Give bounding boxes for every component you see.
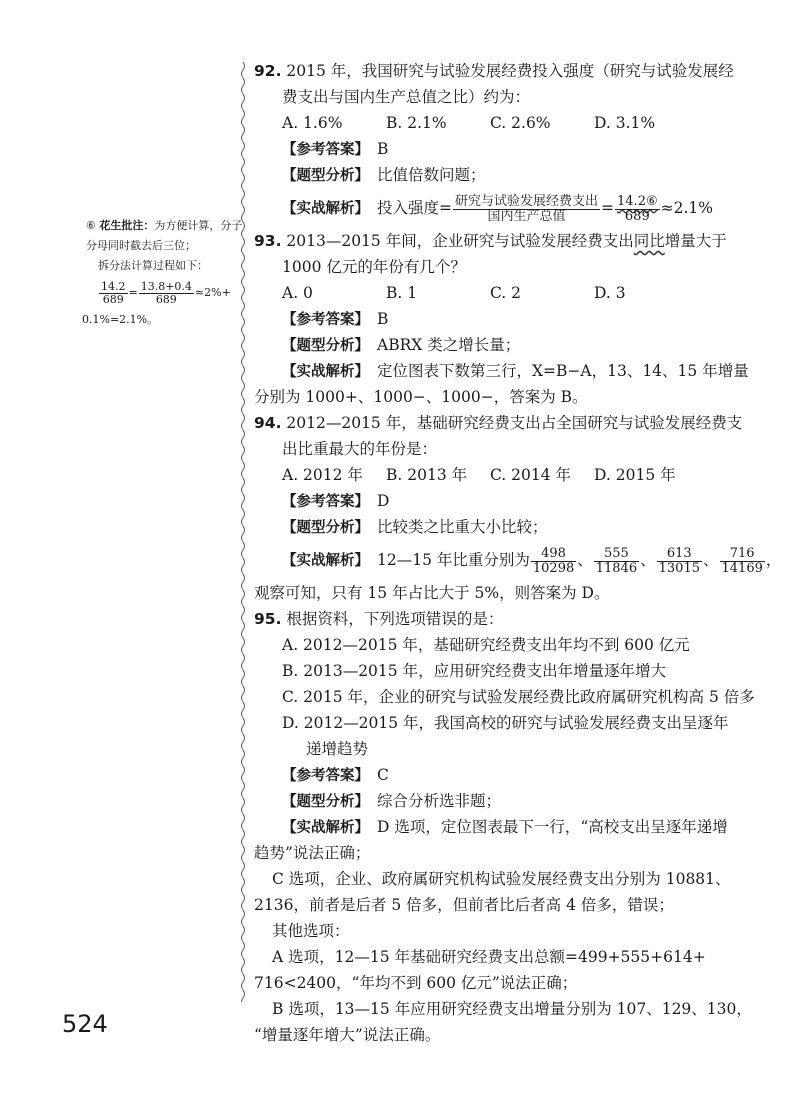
q93-emphasis: 同比	[633, 232, 665, 250]
q93-option-d: D. 3	[594, 284, 626, 302]
q93-analysis: 【实战解析】 定位图表下数第三行，X=B−A，13、14、15 年增量	[282, 362, 749, 380]
q92-option-c: C. 2.6%	[490, 114, 551, 132]
main-content	[254, 58, 782, 1048]
q95-answer: 【参考答案】 C	[282, 766, 389, 784]
q92-option-d: D. 3.1%	[594, 114, 656, 132]
q93-analysis-cont: 分别为 1000+、1000−、1000−，答案为 B。	[254, 388, 588, 406]
note-text-5: 0.1%=2.1%。	[82, 313, 159, 326]
q92-option-a: A. 1.6%	[282, 114, 343, 132]
q95-analysis-line-2: 趋势”说法正确；	[254, 844, 371, 862]
q93-stem-line-1: 93. 2013—2015 年间，企业研究与试验发展经费支出同比增量大于	[254, 232, 727, 250]
q95-analysis-line-6: A 选项，12—15 年基础研究经费支出总额=499+555+614+	[272, 948, 706, 966]
q92-options	[254, 110, 730, 136]
q94-option-c: C. 2014 年	[490, 466, 572, 484]
side-annotation	[82, 216, 243, 330]
q94-option-a: A. 2012 年	[282, 466, 363, 484]
margin-wavy-divider	[240, 62, 246, 1002]
q94-fraction-2015: $\frac{716}{14169}$	[721, 545, 763, 576]
note-frac-1: $\frac{14.2}{689}$	[101, 279, 126, 306]
q93-options	[254, 280, 730, 306]
q92-analysis: 【实战解析】 投入强度= $\frac{\text{研究与试验发展经费支出}}{\text{国内生产总值}}$ = $\frac{\text{14.2⑥}}{689}$ ≈2.1%	[282, 193, 713, 224]
q95-analysis-line-3: C 选项，企业、政府属研究机构试验发展经费支出分别为 10881、	[272, 870, 731, 888]
q95-analysis-line-7: 716<2400，“年均不到 600 亿元”说法正确；	[254, 974, 578, 992]
q95-analysis-line-5: 其他选项：	[272, 922, 350, 940]
q93-option-c: C. 2	[490, 284, 522, 302]
q92-ratio-fraction: $\frac{\text{研究与试验发展经费支出}}{\text{国内生产总值}}$	[455, 193, 599, 224]
note-text-2: 分母同时截去后三位；	[86, 239, 196, 252]
q94-option-b: B. 2013 年	[386, 466, 468, 484]
note-formula: $\frac{14.2}{689}$ = $\frac{13.8+0.4}{689}$ ≈2%+	[101, 279, 231, 306]
note-text-1: 为方便计算，分子	[154, 219, 243, 232]
q94-analysis-cont: 观察可知，只有 15 年占比大于 5%，则答案为 D。	[254, 584, 610, 602]
q93-stem-line-2: 1000 亿元的年份有几个？	[282, 258, 466, 276]
q94-fraction-2013: $\frac{555}{11846}$	[595, 545, 638, 576]
q95-option-d-line-2: 递增趋势	[306, 740, 369, 758]
q92-stem-line-1: 92. 2015 年，我国研究与试验发展经费投入强度（研究与试验发展经	[254, 62, 734, 80]
q94-option-d: D. 2015 年	[594, 466, 676, 484]
q94-fraction-2012: $\frac{498}{10298}$	[532, 545, 575, 576]
q94-type: 【题型分析】 比较类之比重大小比较；	[282, 518, 548, 536]
q95-option-b: B. 2013—2015 年，应用研究经费支出年增量逐年增大	[282, 662, 667, 680]
q95-option-d-line-1: D. 2012—2015 年，我国高校的研究与试验发展经费支出呈逐年	[282, 714, 729, 732]
q93-type: 【题型分析】 ABRX 类之增长量；	[282, 336, 521, 354]
q95-analysis: 【实战解析】 D 选项，定位图表最下一行，“高校支出呈逐年递增	[282, 818, 728, 836]
q94-stem-line-2: 出比重最大的年份是：	[282, 440, 438, 458]
q95-type: 【题型分析】 综合分析选非题；	[282, 792, 502, 810]
q95-option-a: A. 2012—2015 年，基础研究经费支出年均不到 600 亿元	[282, 636, 690, 654]
q94-answer: 【参考答案】 D	[282, 492, 390, 510]
q92-value-fraction: $\frac{\text{14.2⑥}}{689}$	[617, 193, 658, 224]
q92-option-b: B. 2.1%	[386, 114, 447, 132]
q93-option-b: B. 1	[386, 284, 418, 302]
note-title: 花生批注：	[99, 219, 155, 232]
q92-answer: 【参考答案】 B	[282, 140, 389, 158]
q95-analysis-line-9: “增量逐年增大”说法正确。	[254, 1026, 441, 1044]
q94-options	[254, 462, 730, 488]
note-text-3: 拆分法计算过程如下：	[98, 259, 208, 272]
q92-stem-line-2: 费支出与国内生产总值之比）约为：	[282, 88, 531, 106]
note-marker: ⑥	[86, 219, 96, 232]
q95-analysis-line-4: 2136，前者是后者 5 倍多，但前者比后者高 4 倍多，错误；	[254, 896, 674, 914]
note-frac-2: $\frac{13.8+0.4}{689}$	[140, 279, 192, 306]
q95-option-c: C. 2015 年，企业的研究与试验发展经费比政府属研究机构高 5 倍多	[282, 688, 755, 706]
side-note-line-1	[86, 216, 243, 236]
page-number: 524	[62, 1010, 108, 1038]
q95-analysis-line-8: B 选项，13—15 年应用研究经费支出增量分别为 107、129、130，	[272, 1000, 752, 1018]
q94-fraction-2014: $\frac{613}{13015}$	[658, 545, 700, 576]
q93-answer: 【参考答案】 B	[282, 310, 389, 328]
q93-option-a: A. 0	[282, 284, 313, 302]
q92-type: 【题型分析】 比值倍数问题；	[282, 166, 486, 184]
q94-stem-line-1: 94. 2012—2015 年，基础研究经费支出占全国研究与试验发展经费支	[254, 414, 743, 432]
q95-stem: 95. 根据资料，下列选项错误的是：	[254, 610, 504, 628]
q94-analysis: 【实战解析】 12—15 年比重分别为 $\frac{498}{10298}$ 、 $\frac{555}{11846}$ 、 $\frac{613}{13015}$ 、 $\frac{716}{14169}$ ，	[282, 545, 782, 576]
